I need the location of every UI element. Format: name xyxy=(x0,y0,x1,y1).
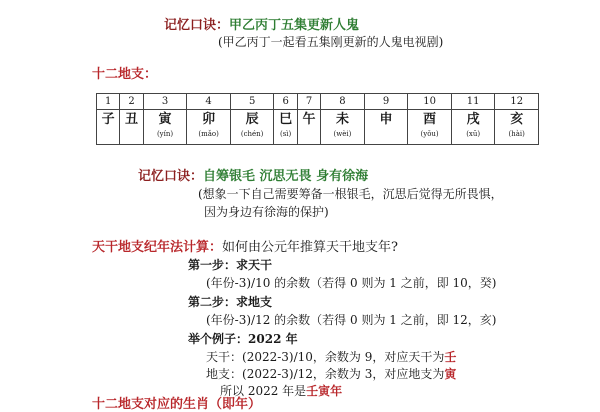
tiangan-label: 天干： xyxy=(206,350,243,364)
mnemonic1-label: 记忆口诀： xyxy=(164,18,230,33)
mnemonic2-label: 记忆口诀： xyxy=(138,169,204,184)
branch-number: 7 xyxy=(297,94,320,110)
step1-text: (年份-3)/10 的余数（若得 0 则为 1 之前，即 10，癸) xyxy=(206,276,497,290)
branch-number: 9 xyxy=(364,94,408,110)
branch-char: 辰 xyxy=(245,112,259,127)
branch-number: 11 xyxy=(451,94,495,110)
mnemonic2-note-1: (想象一下自己需要筹备一根银毛，沉思后觉得无所畏惧， xyxy=(198,187,503,201)
calc-question: 如何由公元年推算天干地支年? xyxy=(222,240,398,255)
branches-number-row xyxy=(97,94,539,110)
branch-number: 12 xyxy=(495,94,539,110)
branch-char: 寅 xyxy=(158,112,172,127)
tiangan-text: (2022-3)/10，余数为 9，对应天干为 xyxy=(242,350,445,364)
footer-title: 十二地支对应的生肖（即年） xyxy=(92,397,262,412)
branch-pinyin: (wèi) xyxy=(333,130,352,138)
branch-pinyin: (yín) xyxy=(156,130,174,138)
branch-cell xyxy=(143,110,187,145)
branches-table xyxy=(96,93,539,145)
dizhi-answer: 寅 xyxy=(444,367,457,381)
branch-char: 丑 xyxy=(125,112,139,127)
mnemonic1-text: 甲乙丙丁五集更新人鬼 xyxy=(229,18,360,33)
mnemonic1-line xyxy=(164,14,359,33)
step2-label: 第二步： xyxy=(188,295,237,309)
mnemonic1-note: (甲乙丙丁一起看五集刚更新的人鬼电视剧) xyxy=(218,35,444,49)
example-year: 2022 年 xyxy=(248,332,298,346)
branch-char: 未 xyxy=(335,112,349,127)
branch-char: 巳 xyxy=(279,112,293,127)
calc-title-line xyxy=(92,236,398,255)
branches-char-row xyxy=(97,110,539,145)
example-label: 举个例子： xyxy=(188,332,249,346)
branch-cell xyxy=(321,110,365,145)
dizhi-text: (2022-3)/12，余数为 3，对应地支为 xyxy=(242,367,445,381)
branch-cell xyxy=(97,110,120,145)
tiangan-answer: 壬 xyxy=(444,350,457,364)
mnemonic2-line xyxy=(138,165,368,184)
branch-number: 1 xyxy=(97,94,120,110)
step1-title: 求天干 xyxy=(236,258,273,272)
branch-char: 戌 xyxy=(466,112,480,127)
branch-cell xyxy=(364,110,408,145)
step2-line xyxy=(188,293,272,310)
branch-cell xyxy=(451,110,495,145)
branch-cell xyxy=(408,110,452,145)
mnemonic2-note-2: 因为身边有徐海的保护) xyxy=(204,205,329,219)
branch-pinyin: (sì) xyxy=(279,130,292,138)
branch-cell xyxy=(120,110,143,145)
branch-number: 6 xyxy=(274,94,297,110)
branch-number: 4 xyxy=(187,94,231,110)
branch-number: 8 xyxy=(321,94,365,110)
branch-pinyin: (hài) xyxy=(508,130,525,138)
branch-char: 子 xyxy=(101,112,115,127)
branch-pinyin: (chén) xyxy=(240,130,264,138)
branch-cell xyxy=(230,110,274,145)
dizhi-line xyxy=(206,365,456,382)
branch-char: 申 xyxy=(379,112,393,127)
tiangan-line xyxy=(206,348,456,365)
branch-cell xyxy=(297,110,320,145)
branch-char: 卯 xyxy=(202,112,216,127)
branch-pinyin: (yǒu) xyxy=(420,130,439,138)
branch-char: 亥 xyxy=(510,112,524,127)
branch-cell xyxy=(187,110,231,145)
branch-char: 酉 xyxy=(423,112,437,127)
branch-cell xyxy=(495,110,539,145)
step1-line xyxy=(188,256,272,273)
mnemonic2-text: 自筹银毛 沉思无畏 身有徐海 xyxy=(203,169,369,184)
step2-title: 求地支 xyxy=(236,295,273,309)
branch-number: 3 xyxy=(143,94,187,110)
result-answer: 壬寅年 xyxy=(306,384,343,398)
branch-number: 10 xyxy=(408,94,452,110)
step2-text: (年份-3)/12 的余数（若得 0 则为 1 之前，即 12，亥) xyxy=(206,313,497,327)
branch-pinyin: (xū) xyxy=(466,130,481,138)
example-line xyxy=(188,330,298,347)
step1-label: 第一步： xyxy=(188,258,237,272)
branch-pinyin: (mǎo) xyxy=(198,130,219,138)
branch-cell xyxy=(274,110,297,145)
branch-number: 5 xyxy=(230,94,274,110)
dizhi-label: 地支： xyxy=(206,367,243,381)
result-text: 所以 2022 年是 xyxy=(220,384,307,398)
branch-number: 2 xyxy=(120,94,143,110)
branches-title: 十二地支： xyxy=(92,67,158,82)
branch-char: 午 xyxy=(302,112,316,127)
calc-title: 天干地支纪年法计算： xyxy=(92,240,223,255)
